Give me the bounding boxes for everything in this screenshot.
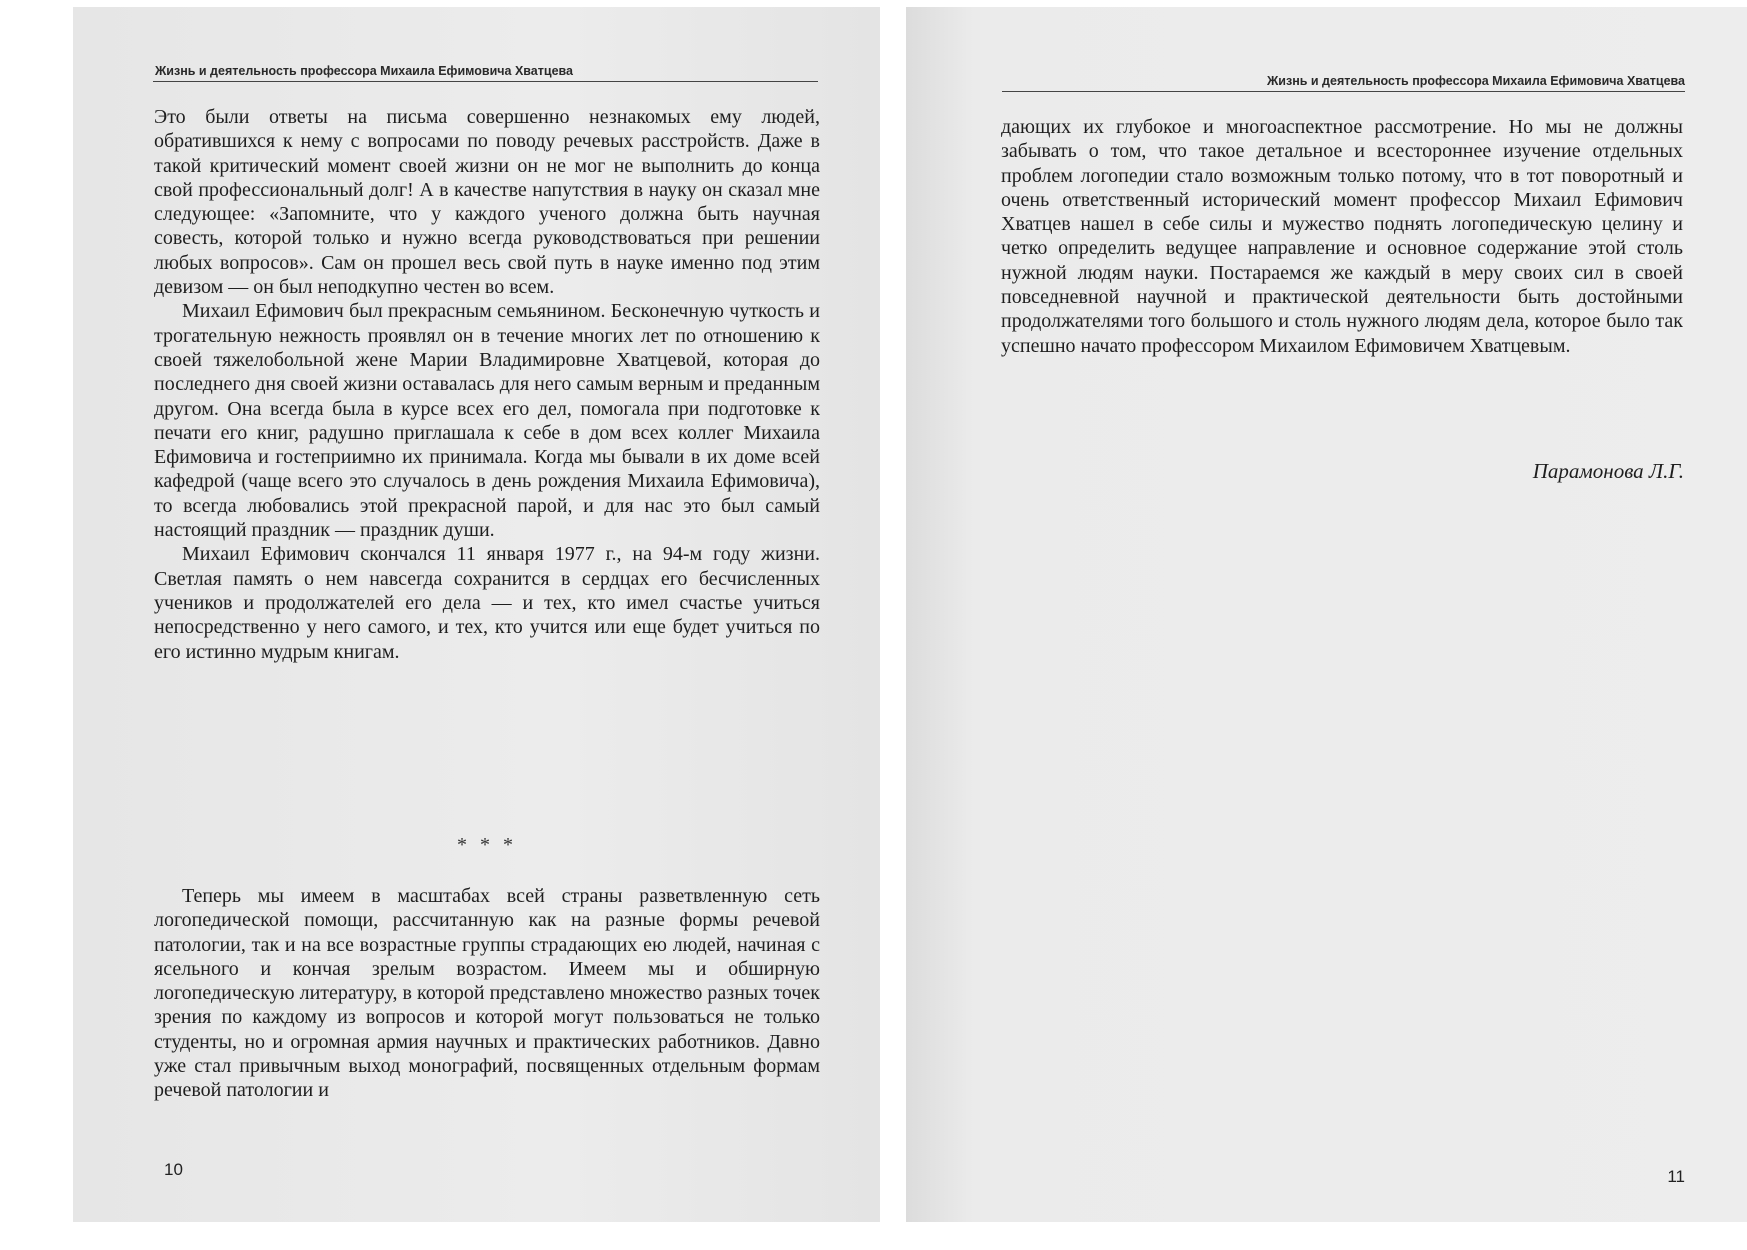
left-paragraph-1: Это были ответы на письма совершенно незнакомых ему людей, обратившихся к нему с вопросами по поводу речевых расстройств. Даже в такой критический момент своей жизни он не мог не выполнить до конца свой профессиональный долг! А в качестве напутствия в науку он сказал мне следующее: «Запомните, что у каждого ученого должна быть научная совесть, которой только и нужно всегда руководствоваться при решении любых вопросов». Сам он прошел весь свой путь в науке именно под этим девизом — он был неподкупно честен во всем. [154,106,820,299]
left-body-text [154,105,820,664]
left-paragraph-2: Михаил Ефимович был прекрасным семьянином. Бесконечную чуткость и трогательную нежность проявлял он в течение многих лет по отношению к своей тяжелобольной жене Марии Владимировне Хватцевой, которая до последнего дня своей жизни оставалась для него самым верным и преданным другом. Она всегда была в курсе всех его дел, помогала при подготовке к печати его книг, радушно приглашала к себе в дом всех коллег Михаила Ефимовича и гостеприимно их принимала. Когда мы бывали в их доме всей кафедрой (чаще всего это случалось в день рождения Михаила Ефимовича), то всегда любовались этой прекрасной парой, и для нас это был самый настоящий праздник — праздник души. [154,300,820,542]
right-head-rule [1002,91,1685,92]
right-page-number: 11 [1667,1167,1685,1186]
right-page [906,7,1747,1222]
author-signature: Парамонова Л.Г. [1532,459,1684,483]
left-running-head: Жизнь и деятельность профессора Михаила Ефимовича Хватцева [155,64,573,78]
right-paragraph-1: дающих их глубокое и многоаспектное рассмотрение. Но мы не должны забывать о том, что такое детальное и всестороннее изучение отдельных проблем логопедии стало возможным только потому, что в тот поворотный и очень ответственный исторический момент профессор Михаил Ефимович Хватцев нашел в себе силы и мужество поднять логопедическую целину и четко определить ведущее направление и основное содержание этой столь нужной людям науки. Постараемся же каждый в меру своих сил в своей повседневной научной и практической деятельности быть достойными продолжателями того большого и столь нужного людям дела, которое было так успешно начато профессором Михаилом Ефимовичем Хватцевым. [1001,116,1683,357]
left-paragraph-3: Михаил Ефимович скончался 11 января 1977 г., на 94-м году жизни. Светлая память о нем навсегда сохранится в сердцах его бесчисленных учеников и продолжателей его дела — и тех, кто имел счастье учиться непосредственно у него самого, и тех, кто учится или еще будет учиться по его истинно мудрым книгам. [154,543,820,663]
right-running-head: Жизнь и деятельность профессора Михаила Ефимовича Хватцева [1267,74,1685,88]
left-head-rule [153,81,818,82]
left-paragraph-4: Теперь мы имеем в масштабах всей страны разветвленную сеть логопедической помощи, рассчитанную как на разные формы речевой патологии, так и на все возрастные группы страдающих ею людей, начиная с ясельного и кончая зрелым возрастом. Имеем мы и обширную логопедическую литературу, в которой представлено множество разных точек зрения по каждому из вопросов и которой могут пользоваться не только студенты, но и огромная армия научных и практических работников. Давно уже стал привычным выход монографий, посвященных отдельным формам речевой патологии и [154,885,820,1102]
left-lower-text [154,884,820,1103]
right-body-text [1001,115,1683,358]
left-page [73,7,880,1222]
section-separator: * * * [457,834,517,856]
left-page-number: 10 [164,1160,183,1179]
